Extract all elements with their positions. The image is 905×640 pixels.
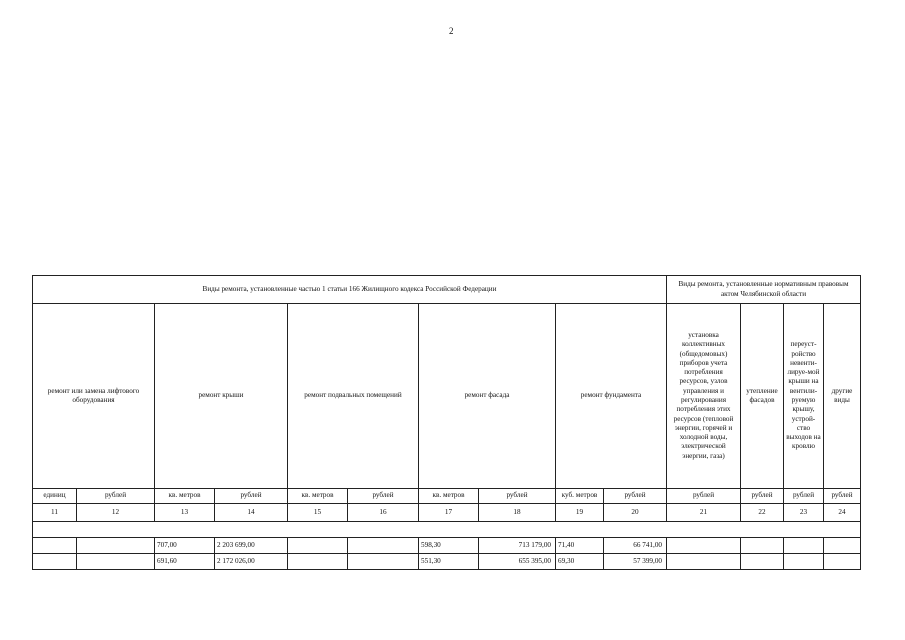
col-number-cell: 16 [348, 504, 419, 522]
col-number-cell: 11 [33, 504, 77, 522]
unit-cell: кв. метров [419, 489, 479, 504]
unit-cell: куб. метров [556, 489, 604, 504]
unit-cell: кв. метров [155, 489, 215, 504]
data-cell [288, 554, 348, 570]
col-number-cell: 13 [155, 504, 215, 522]
col-elevator-header: ремонт или замена лифтового оборудования [33, 304, 155, 489]
col-insulation-header: утепление фасадов [741, 304, 784, 489]
unit-cell: рублей [824, 489, 861, 504]
data-cell: 2 203 699,00 [215, 538, 288, 554]
col-number-cell: 12 [77, 504, 155, 522]
col-foundation-header: ремонт фундамента [556, 304, 667, 489]
unit-cell: единиц [33, 489, 77, 504]
col-number-cell: 24 [824, 504, 861, 522]
data-cell: 713 179,00 [479, 538, 556, 554]
col-roof-conversion-header: переуст-ройство невенти-лируе-мой крыши на вентили-руемую крышу, устрой-ство выходов на кровлю [784, 304, 824, 489]
col-number-cell: 14 [215, 504, 288, 522]
col-number-cell: 19 [556, 504, 604, 522]
data-cell [667, 554, 741, 570]
unit-cell: рублей [77, 489, 155, 504]
col-number-cell: 22 [741, 504, 784, 522]
page-number: 2 [449, 26, 454, 36]
data-cell: 707,00 [155, 538, 215, 554]
repair-types-table [32, 275, 861, 570]
data-cell: 2 172 026,00 [215, 554, 288, 570]
col-number-cell: 15 [288, 504, 348, 522]
table-row [33, 554, 861, 570]
data-cell [824, 538, 861, 554]
data-cell [784, 538, 824, 554]
data-cell: 551,30 [419, 554, 479, 570]
unit-cell: рублей [604, 489, 667, 504]
data-cell: 66 741,00 [604, 538, 667, 554]
col-number-cell: 17 [419, 504, 479, 522]
unit-cell: кв. метров [288, 489, 348, 504]
col-number-cell: 20 [604, 504, 667, 522]
col-roof-header: ремонт крыши [155, 304, 288, 489]
data-cell [77, 538, 155, 554]
data-cell [348, 538, 419, 554]
unit-cell: рублей [215, 489, 288, 504]
regional-group-header: Виды ремонта, установленные нормативным правовым актом Челябинской области [667, 276, 861, 304]
unit-cell: рублей [479, 489, 556, 504]
data-cell: 655 395,00 [479, 554, 556, 570]
data-cell [348, 554, 419, 570]
data-cell [741, 538, 784, 554]
col-meters-header: установка коллективных (общедомовых) приборов учета потребления ресурсов, узлов управления и регулирования потребления этих ресурсов (тепловой энергии, горячей и холодной воды, электрической энергии, газа) [667, 304, 741, 489]
data-cell [288, 538, 348, 554]
data-cell [77, 554, 155, 570]
table-row [33, 538, 861, 554]
data-cell: 57 399,00 [604, 554, 667, 570]
data-cell [784, 554, 824, 570]
col-number-cell: 23 [784, 504, 824, 522]
unit-cell: рублей [741, 489, 784, 504]
data-cell [33, 554, 77, 570]
data-cell: 691,60 [155, 554, 215, 570]
federal-group-header: Виды ремонта, установленные частью 1 статьи 166 Жилищного кодекса Российской Федерации [33, 276, 667, 304]
data-cell [741, 554, 784, 570]
data-cell [824, 554, 861, 570]
spacer-row [33, 522, 861, 538]
data-cell [667, 538, 741, 554]
data-cell: 71,40 [556, 538, 604, 554]
data-cell: 69,30 [556, 554, 604, 570]
col-number-cell: 18 [479, 504, 556, 522]
unit-cell: рублей [784, 489, 824, 504]
col-number-cell: 21 [667, 504, 741, 522]
unit-cell: рублей [667, 489, 741, 504]
col-other-header: другие виды [824, 304, 861, 489]
data-cell [33, 538, 77, 554]
unit-cell: рублей [348, 489, 419, 504]
col-facade-header: ремонт фасада [419, 304, 556, 489]
data-cell: 598,30 [419, 538, 479, 554]
col-basement-header: ремонт подвальных помещений [288, 304, 419, 489]
